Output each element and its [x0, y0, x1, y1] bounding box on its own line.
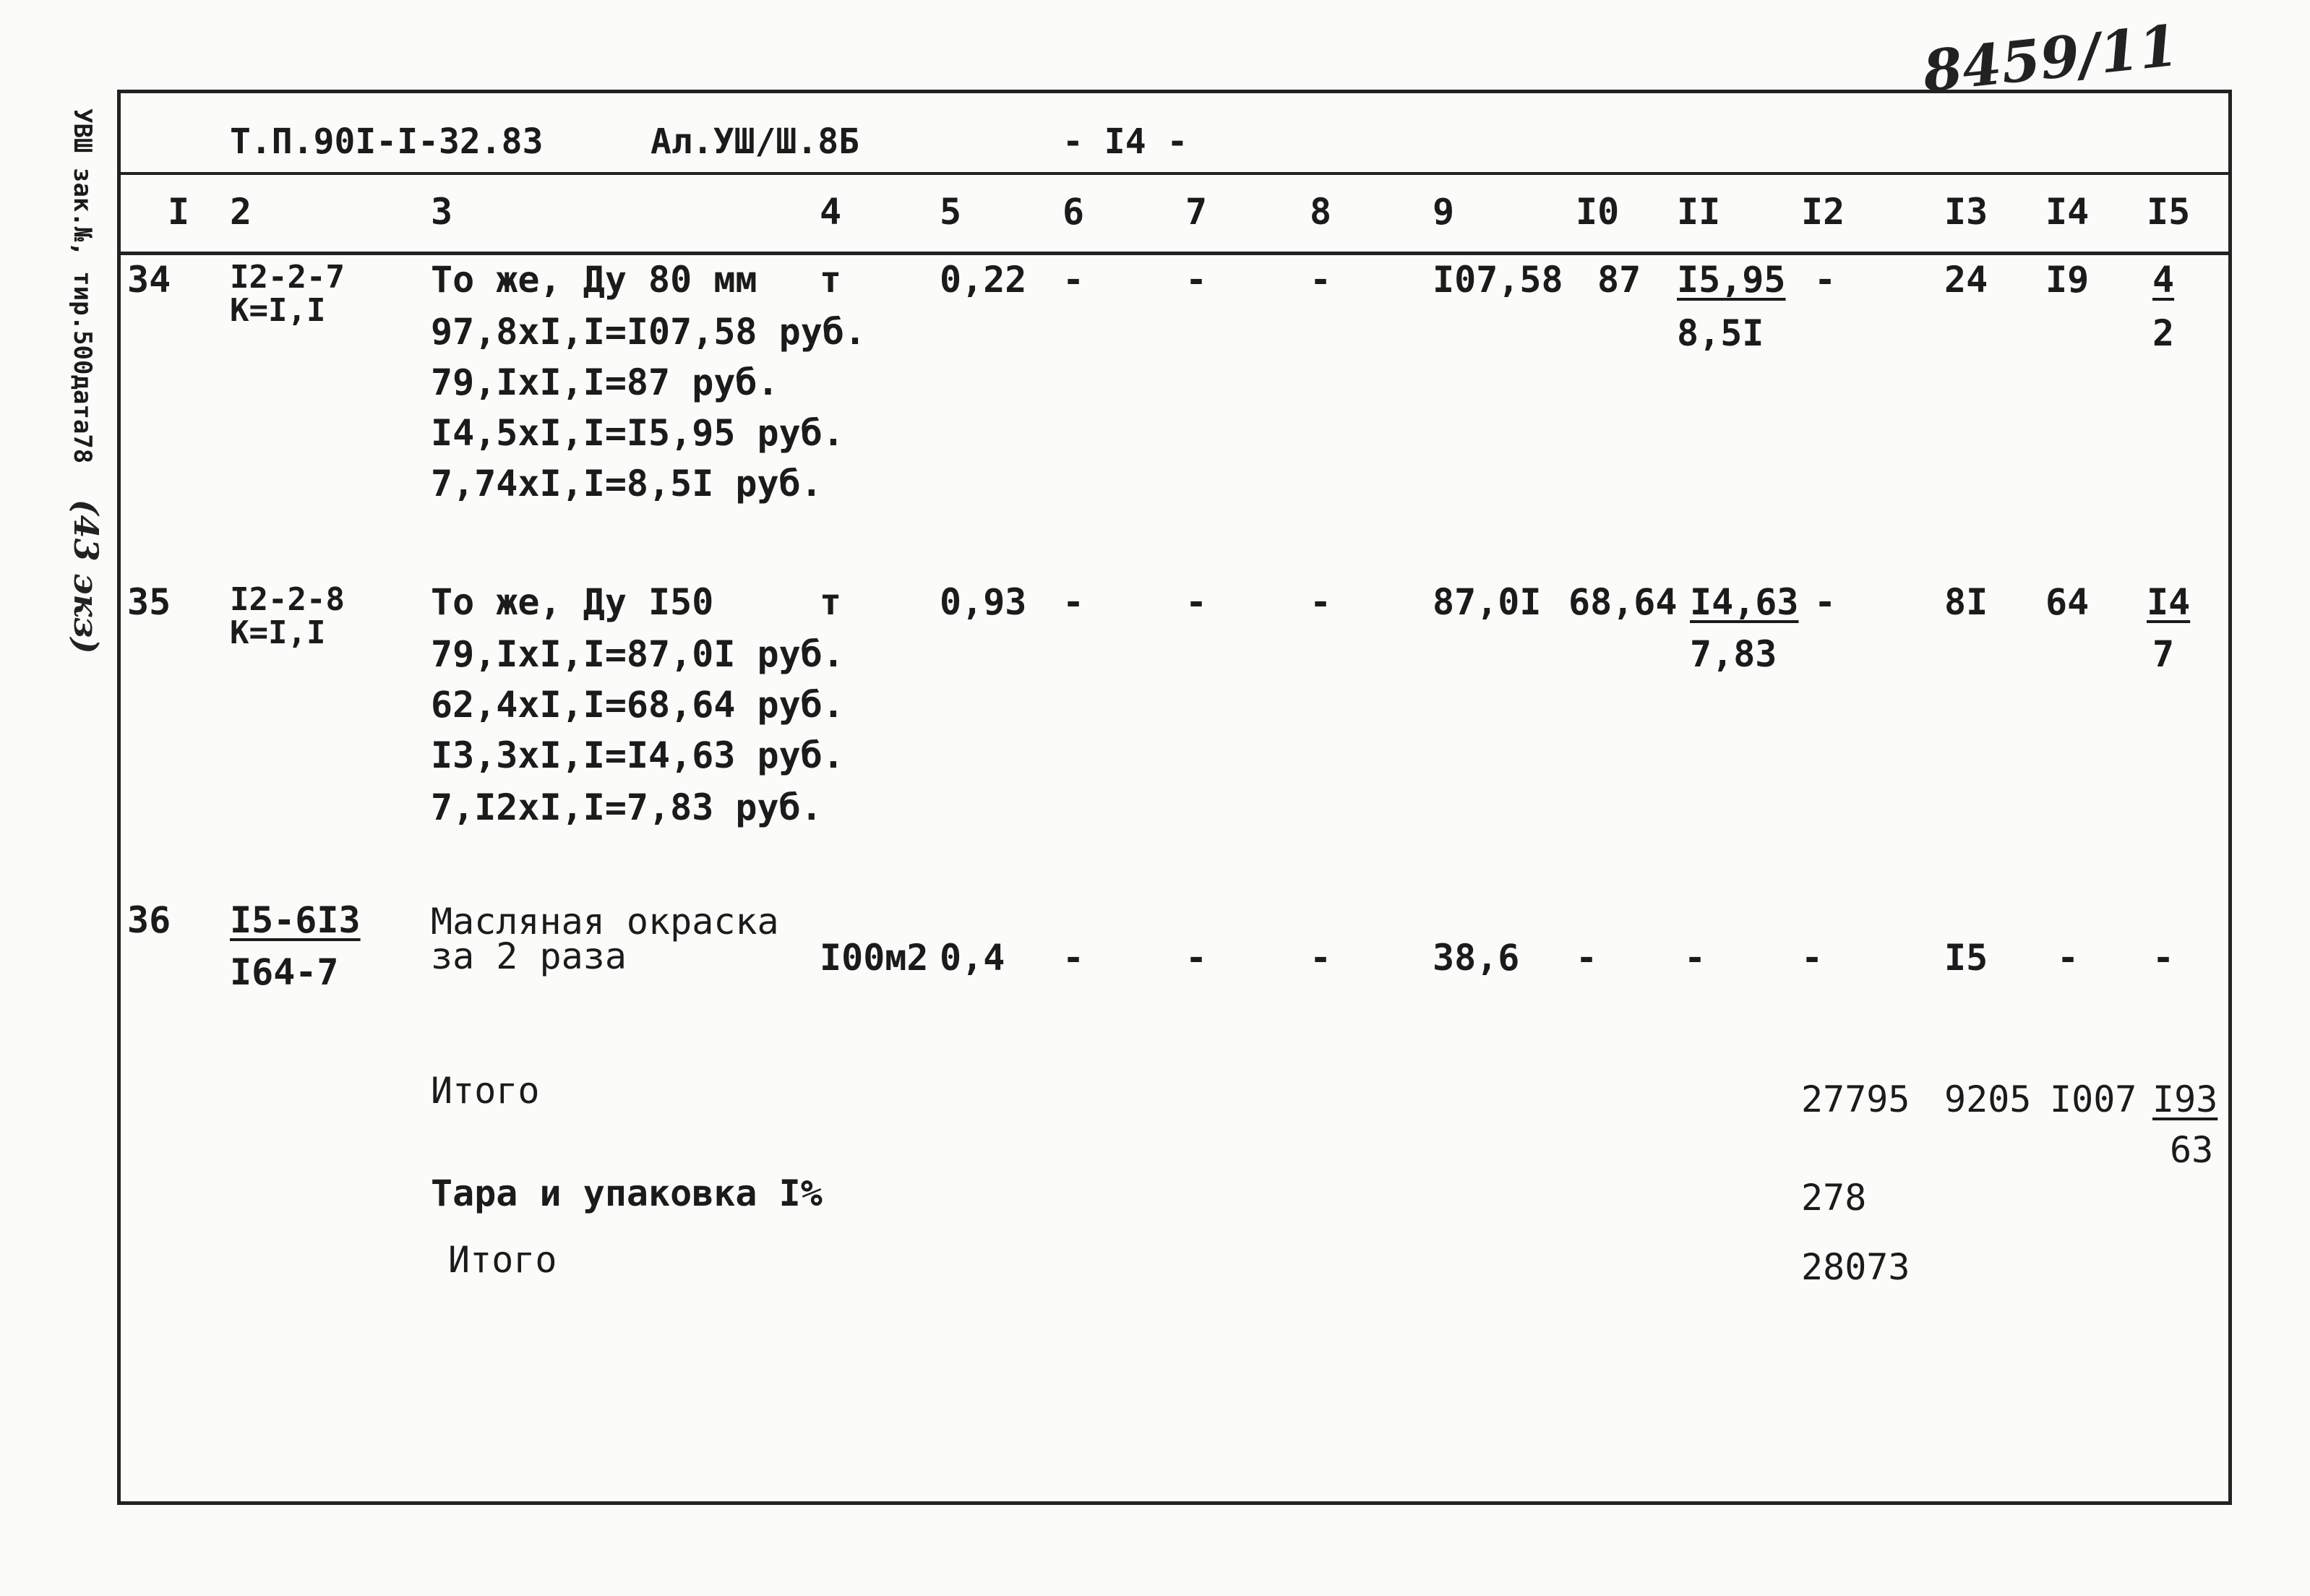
- cell-col6: -: [1062, 581, 1085, 623]
- description-line: То же, Ду 80 мм: [431, 259, 757, 301]
- cell-col8: -: [1310, 937, 1332, 979]
- cell-col15-bottom: 2: [2152, 312, 2175, 354]
- description-line: 7,I2хI,I=7,83 руб.: [431, 786, 823, 828]
- col-header-6: 6: [1062, 191, 1085, 233]
- cell-col15-top: 4: [2152, 259, 2175, 301]
- side-note-print: УВШ зак.№, тир.500дата78: [68, 108, 97, 464]
- col-header-13: I3: [1944, 191, 1988, 233]
- col-header-15: I5: [2147, 191, 2191, 233]
- total-col12: 27795: [1801, 1078, 1910, 1120]
- cell-col12: -: [1801, 937, 1824, 979]
- cell-col15-top: I4: [2147, 581, 2191, 623]
- col-header-10: I0: [1576, 191, 1620, 233]
- quantity: 0,22: [940, 259, 1027, 301]
- cell-col8: -: [1310, 259, 1332, 301]
- col-header-1: I: [168, 191, 190, 233]
- columns-divider: [117, 252, 2232, 255]
- cell-col13: 24: [1944, 259, 1988, 301]
- cell-col11-bottom: 8,5I: [1677, 312, 1764, 354]
- album-code: Ал.УШ/Ш.8Б: [651, 121, 859, 162]
- cell-col6: -: [1062, 937, 1085, 979]
- cell-col11-top: I5,95: [1677, 259, 1786, 301]
- norm-code: I2-2-7: [230, 259, 345, 296]
- quantity: 0,4: [940, 937, 1005, 979]
- description-line: 7,74хI,I=8,5I руб.: [431, 463, 823, 505]
- cell-col10: 87: [1597, 259, 1641, 301]
- totals-label: Итого: [431, 1070, 540, 1112]
- col-header-14: I4: [2045, 191, 2090, 233]
- total-col12: 278: [1801, 1177, 1867, 1219]
- description-line: 97,8хI,I=I07,58 руб.: [431, 311, 867, 353]
- cell-col13: I5: [1944, 937, 1988, 979]
- total-col15-bottom: 63: [2170, 1129, 2214, 1171]
- description-line: 79,IхI,I=87 руб.: [431, 361, 779, 403]
- cell-col14: -: [2057, 937, 2079, 979]
- side-note-hand: (43 экз): [66, 499, 106, 654]
- coefficient: К=I,I: [230, 292, 326, 329]
- page-number: - I4 -: [1062, 121, 1188, 162]
- row-number: 35: [127, 581, 171, 623]
- header-divider: [117, 172, 2232, 175]
- cell-col12: -: [1814, 259, 1837, 301]
- cell-col9: 38,6: [1433, 937, 1520, 979]
- col-header-4: 4: [820, 191, 842, 233]
- unit: т: [820, 259, 842, 301]
- side-note: [66, 108, 106, 654]
- norm-code: I5-6I3: [230, 899, 361, 941]
- cell-col9: I07,58: [1433, 259, 1563, 301]
- quantity: 0,93: [940, 581, 1027, 623]
- unit: т: [820, 581, 842, 623]
- col-header-11: II: [1677, 191, 1721, 233]
- col-header-8: 8: [1310, 191, 1332, 233]
- description-line: I3,3хI,I=I4,63 руб.: [431, 734, 844, 776]
- cell-col7: -: [1185, 937, 1208, 979]
- cell-col8: -: [1310, 581, 1332, 623]
- norm-code: I2-2-8: [230, 581, 345, 618]
- cell-col14: 64: [2045, 581, 2090, 623]
- cell-col7: -: [1185, 259, 1208, 301]
- coefficient: I64-7: [230, 951, 339, 993]
- col-header-9: 9: [1433, 191, 1455, 233]
- cell-col11: -: [1684, 937, 1706, 979]
- description-line: 79,IхI,I=87,0I руб.: [431, 633, 844, 675]
- description-line: 62,4хI,I=68,64 руб.: [431, 684, 844, 726]
- stamp-number: 8459/11: [1920, 12, 2181, 106]
- cell-col13: 8I: [1944, 581, 1988, 623]
- description-line: Масляная окраска: [431, 901, 779, 943]
- col-header-7: 7: [1185, 191, 1208, 233]
- total-col14: I007: [2050, 1078, 2137, 1120]
- row-number: 36: [127, 899, 171, 941]
- total-col15-top: I93: [2152, 1078, 2218, 1120]
- unit: I00м2: [820, 937, 929, 979]
- cell-col10: -: [1576, 937, 1598, 979]
- cell-col15-bottom: 7: [2152, 633, 2175, 675]
- total-col13: 9205: [1944, 1078, 2032, 1120]
- totals-label: Тара и упаковка I%: [431, 1172, 823, 1214]
- cell-col9: 87,0I: [1433, 581, 1542, 623]
- description-line: То же, Ду I50: [431, 581, 714, 623]
- col-header-12: I2: [1801, 191, 1845, 233]
- project-code: Т.П.90I-I-32.83: [230, 121, 544, 162]
- total-col12: 28073: [1801, 1246, 1910, 1288]
- row-number: 34: [127, 259, 171, 301]
- col-header-3: 3: [431, 191, 453, 233]
- totals-label: Итого: [448, 1239, 557, 1281]
- description-line: за 2 раза: [431, 935, 627, 977]
- cell-col15: -: [2152, 937, 2175, 979]
- col-header-2: 2: [230, 191, 252, 233]
- cell-col7: -: [1185, 581, 1208, 623]
- cell-col14: I9: [2045, 259, 2090, 301]
- cell-col6: -: [1062, 259, 1085, 301]
- coefficient: К=I,I: [230, 614, 326, 651]
- cell-col10: 68,64: [1568, 581, 1678, 623]
- cell-col11-bottom: 7,83: [1690, 633, 1777, 675]
- col-header-5: 5: [940, 191, 962, 233]
- cell-col12: -: [1814, 581, 1837, 623]
- description-line: I4,5хI,I=I5,95 руб.: [431, 412, 844, 454]
- cell-col11-top: I4,63: [1690, 581, 1799, 623]
